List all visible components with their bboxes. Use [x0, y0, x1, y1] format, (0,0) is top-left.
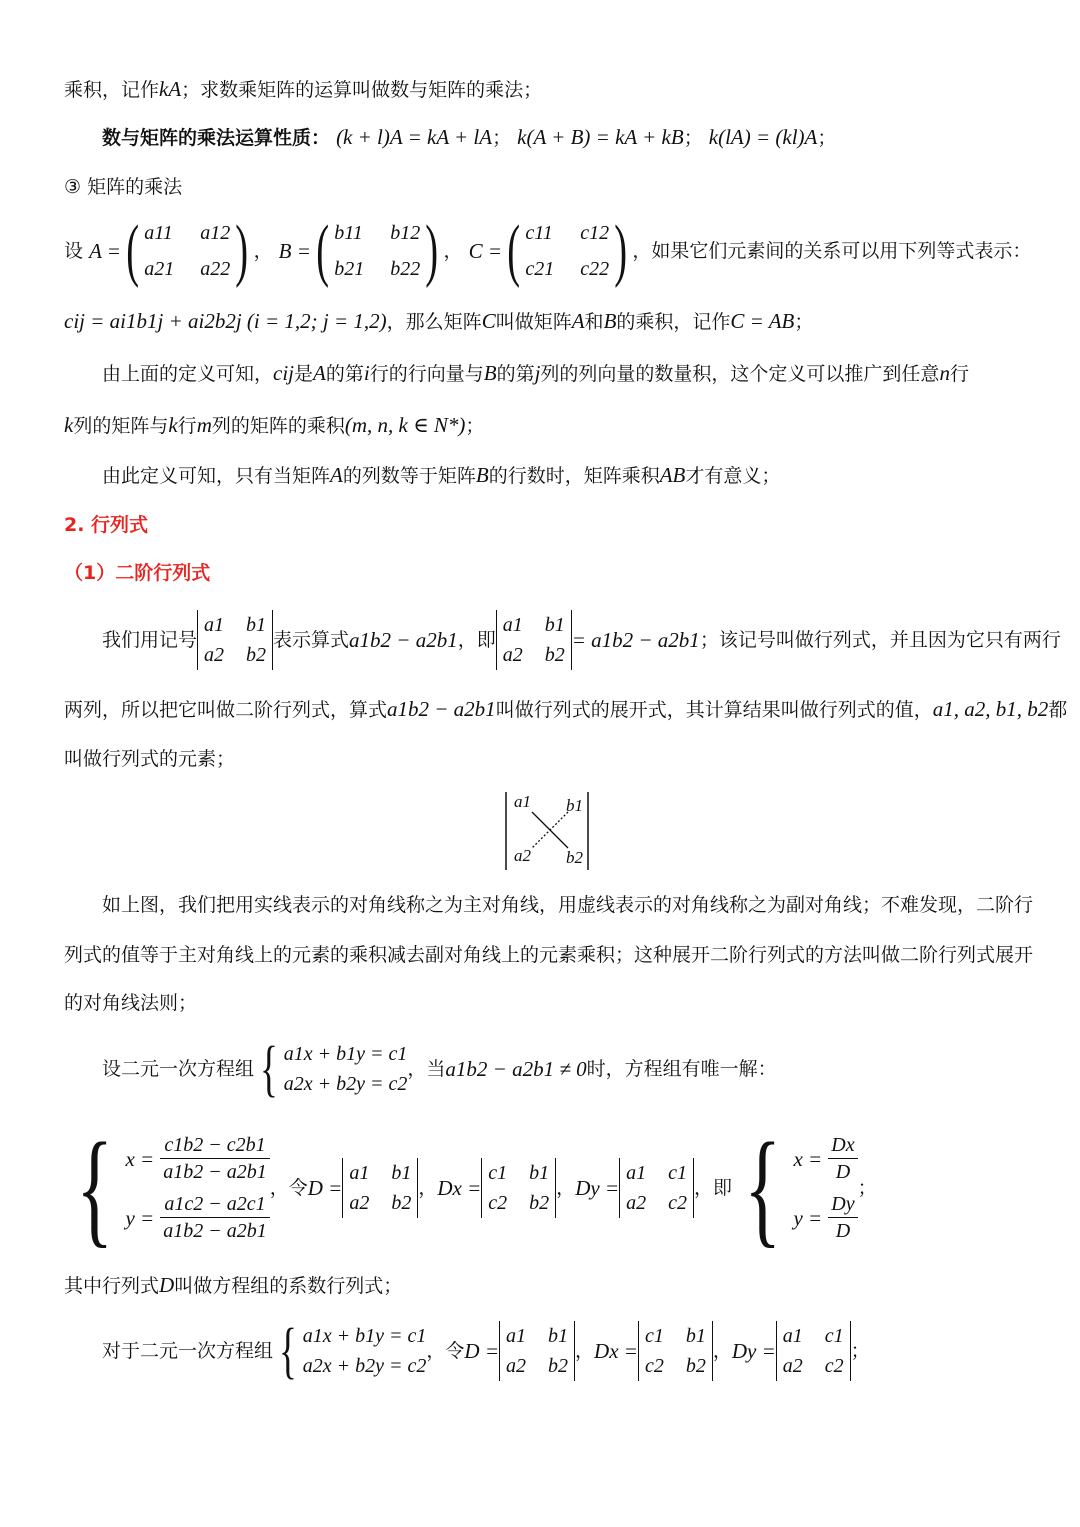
math: x = — [125, 1146, 155, 1171]
text: 叫做方程组的系数行列式； — [174, 1275, 403, 1297]
det-cell: b1 — [529, 1162, 550, 1184]
paragraph-system-dets — [102, 1318, 870, 1384]
math-kA: kA — [159, 77, 182, 101]
left-paren: ( — [507, 212, 521, 289]
det-cell: b2 — [544, 644, 565, 666]
determinant-dx — [481, 1158, 556, 1218]
det-cell: a1 — [502, 614, 523, 636]
paragraph-determinant-notation — [102, 608, 1061, 672]
paragraph-properties — [102, 122, 836, 153]
matrix-cell: c22 — [580, 258, 610, 280]
math: y = — [793, 1205, 823, 1230]
math: a1, a2, b1, b2 — [932, 697, 1049, 721]
text: 两列，所以把它叫做二阶行列式，算式 — [64, 699, 388, 721]
separator: ； — [492, 127, 512, 149]
text: 表示算式 — [273, 629, 350, 651]
text: 由上面的定义可知， — [102, 363, 274, 385]
det-cell: c2 — [824, 1355, 844, 1377]
matrix-a — [144, 218, 230, 284]
product-formula: cij = ai1b1j + ai2b2j (i = 1,2; j = 1,2) — [64, 309, 387, 333]
math: j — [534, 361, 541, 385]
paragraph-matrix-definitions — [64, 212, 1032, 289]
determinant-d — [342, 1158, 418, 1218]
text: 叫做矩阵 — [495, 311, 572, 333]
text: ； — [850, 1340, 870, 1362]
matrix-cell: b21 — [334, 258, 365, 280]
det-cell: b2 — [529, 1192, 550, 1214]
cramer-x — [793, 1132, 857, 1185]
cramer-system — [793, 1132, 857, 1244]
det-cell: c1 — [824, 1325, 844, 1347]
paragraph-linear-system — [102, 1036, 777, 1102]
text: 的行数时，矩阵乘积 — [488, 465, 660, 487]
math: i — [363, 361, 370, 385]
det-cell: c1 — [668, 1162, 687, 1184]
math: Dx = — [594, 1339, 638, 1363]
text: 行 — [949, 363, 969, 385]
formula: k(A + B) = kA + kB — [517, 125, 684, 149]
formula: (k + l)A = kA + lA — [336, 125, 493, 149]
matrix-cell: c11 — [525, 222, 553, 244]
left-paren: ( — [126, 212, 140, 289]
matrix-cell: a22 — [200, 258, 231, 280]
equation-system — [303, 1321, 427, 1381]
text: ，如果它们元素间的关系可以用下列等式表示： — [632, 240, 1032, 262]
numerator: Dx — [828, 1132, 857, 1159]
math: D = — [464, 1339, 500, 1363]
math: a1b2 − a2b1 — [387, 697, 496, 721]
text: 是 — [294, 363, 314, 385]
right-paren: ) — [425, 212, 439, 289]
separator: ； — [683, 127, 703, 149]
diagram-b1: b1 — [566, 796, 583, 815]
solution-y — [125, 1191, 269, 1244]
separator: ， — [575, 1340, 595, 1362]
separator: ， — [418, 1177, 438, 1199]
formula: k(lA) = (kl)A — [708, 125, 818, 149]
paragraph-product-definition — [64, 306, 813, 337]
math: a1b2 − a2b1 — [349, 628, 458, 652]
separator: ， — [253, 240, 273, 262]
text: 由此定义可知，只有当矩阵 — [102, 465, 331, 487]
math: AB — [659, 463, 686, 487]
right-paren: ) — [614, 212, 628, 289]
math: D — [159, 1273, 175, 1297]
math: n — [939, 361, 950, 385]
right-paren: ) — [235, 212, 249, 289]
text: 时，方程组有唯一解： — [586, 1058, 777, 1080]
properties-label: 数与矩阵的乘法运算性质： — [102, 127, 331, 149]
math: B — [483, 361, 497, 385]
solution-x — [125, 1132, 269, 1185]
text: 列的矩阵的乘积 — [211, 415, 345, 437]
math: D = — [307, 1176, 343, 1200]
diagram-a1: a1 — [514, 792, 531, 811]
text: 设 — [64, 240, 84, 262]
matrix-cell: a12 — [200, 222, 231, 244]
text: ；该记号叫做行列式，并且因为它只有两行 — [699, 629, 1061, 651]
text: 行 — [177, 415, 197, 437]
text: 的列数等于矩阵 — [342, 465, 476, 487]
text: 行的行向量与 — [369, 363, 484, 385]
equation: a1x + b1y = c1 — [302, 1325, 427, 1347]
math: A — [313, 361, 326, 385]
text: 才有意义； — [685, 465, 781, 487]
solution-system — [125, 1132, 269, 1244]
text: ； — [794, 311, 814, 333]
det-cell: c1 — [488, 1162, 508, 1184]
determinant-dx — [638, 1321, 713, 1381]
text: 列的矩阵与 — [73, 415, 169, 437]
text: 列的列向量的数量积，这个定义可以推广到任意 — [540, 363, 940, 385]
equation: a2x + b2y = c2 — [283, 1073, 408, 1095]
numerator: Dy — [828, 1191, 857, 1218]
math: Dy = — [731, 1339, 776, 1363]
fraction — [828, 1132, 857, 1185]
diagram-a2: a2 — [514, 846, 531, 865]
denominator: D — [835, 1161, 851, 1183]
left-brace: { — [259, 1035, 278, 1103]
paragraph-diagonal-explain: 如上图，我们把用实线表示的对角线称之为主对角线，用虚线表示的对角线称之为副对角线；不难发现，二阶行 — [102, 894, 1034, 916]
subsection-heading-second-order: （1）二阶行列式 — [64, 562, 211, 584]
det-cell: a2 — [349, 1192, 370, 1214]
det-cell: b2 — [685, 1355, 706, 1377]
det-cell: a1 — [204, 614, 225, 636]
matrix-c-lhs: C = — [468, 239, 502, 263]
math: C — [481, 309, 496, 333]
matrix-cell: b22 — [390, 258, 421, 280]
matrix-cell: a11 — [144, 222, 173, 244]
text: 叫做行列式的展开式，其计算结果叫做行列式的值， — [495, 699, 933, 721]
det-cell: a2 — [626, 1192, 647, 1214]
text: 的乘积，记作 — [616, 311, 731, 333]
matrix-c — [525, 218, 609, 284]
math: Dy = — [575, 1176, 620, 1200]
math: B — [475, 463, 489, 487]
matrix-cell: a21 — [144, 258, 175, 280]
denominator: a1b2 − a2b1 — [163, 1161, 267, 1183]
math: (m, n, k ∈ N*) — [344, 413, 466, 437]
math: Dx = — [437, 1176, 482, 1200]
equation-system — [284, 1039, 408, 1099]
determinant-dy — [619, 1158, 694, 1218]
matrix-a-lhs: A = — [89, 239, 121, 263]
text: ； — [465, 415, 485, 437]
determinant — [496, 610, 572, 670]
equation: a1x + b1y = c1 — [283, 1043, 408, 1065]
fraction — [828, 1191, 857, 1244]
math: B — [603, 309, 617, 333]
numerator: a1c2 − a2c1 — [160, 1191, 270, 1218]
text: ，令 — [426, 1340, 465, 1362]
det-cell: b1 — [246, 614, 267, 636]
paragraph-diagonal-explain-cont: 列式的值等于主对角线上的元素的乘积减去副对角线上的元素乘积；这种展开二阶行列式的方法叫做二阶行列式展开 — [64, 944, 1034, 966]
text: 对于二元一次方程组 — [102, 1340, 274, 1362]
paragraph-generalization — [102, 358, 969, 389]
paragraph-elements: 叫做行列式的元素； — [64, 748, 236, 770]
det-cell: a1 — [506, 1325, 527, 1347]
math: a1b2 − a2b1 ≠ 0 — [445, 1057, 587, 1081]
text: 的第 — [325, 363, 364, 385]
det-cell: b1 — [391, 1162, 412, 1184]
det-cell: c1 — [644, 1325, 664, 1347]
text: ，即 — [694, 1177, 733, 1199]
fraction — [160, 1191, 270, 1244]
det-cell: b2 — [548, 1355, 569, 1377]
matrix-b-lhs: B = — [278, 239, 311, 263]
diagonal-rule-diagram — [504, 790, 590, 872]
det-cell: b2 — [246, 644, 267, 666]
det-cell: a2 — [506, 1355, 527, 1377]
math: C = AB — [730, 309, 795, 333]
left-brace: { — [76, 1117, 114, 1259]
separator: ， — [443, 240, 463, 262]
left-brace: { — [744, 1117, 782, 1259]
det-cell: b1 — [685, 1325, 706, 1347]
math: = a1b2 − a2b1 — [571, 628, 700, 652]
determinant-dy — [776, 1321, 851, 1381]
paragraph-meaning — [102, 460, 780, 491]
det-cell: c2 — [668, 1192, 687, 1214]
separator: ； — [817, 127, 837, 149]
text: 我们用记号 — [102, 629, 198, 651]
text: 和 — [584, 311, 604, 333]
text: 设二元一次方程组 — [102, 1058, 255, 1080]
det-cell: c2 — [644, 1355, 664, 1377]
separator: ， — [712, 1340, 732, 1362]
det-cell: a1 — [782, 1325, 803, 1347]
subsection-matrix-multiplication: ③ 矩阵的乘法 — [64, 176, 183, 198]
math: k — [64, 413, 74, 437]
det-cell: b2 — [391, 1192, 412, 1214]
text: ，当 — [407, 1058, 446, 1080]
text: 的第 — [496, 363, 535, 385]
paragraph-expansion — [64, 694, 1067, 725]
diagram-b2: b2 — [566, 848, 583, 867]
text: 其中行列式 — [64, 1275, 160, 1297]
cramer-y — [793, 1191, 857, 1244]
math: A — [571, 309, 585, 333]
text: ，那么矩阵 — [386, 311, 482, 333]
text: ，令 — [269, 1177, 308, 1199]
text: ，即 — [457, 629, 496, 651]
det-cell: a2 — [782, 1355, 803, 1377]
fraction — [160, 1132, 270, 1185]
determinant — [197, 610, 273, 670]
math: A — [330, 463, 343, 487]
text: ；求数乘矩阵的运算叫做数与矩阵的乘法； — [181, 79, 543, 101]
det-cell: a2 — [502, 644, 523, 666]
det-cell: a1 — [626, 1162, 647, 1184]
det-cell: b1 — [548, 1325, 569, 1347]
matrix-b — [334, 218, 420, 284]
math: m — [196, 413, 212, 437]
equation: a2x + b2y = c2 — [302, 1355, 427, 1377]
det-cell: c2 — [488, 1192, 508, 1214]
denominator: D — [835, 1220, 851, 1242]
math: k — [168, 413, 178, 437]
paragraph-diagonal-rule: 的对角线法则； — [64, 992, 198, 1014]
paragraph-scalar-multiplication — [64, 74, 542, 105]
numerator: c1b2 − c2b1 — [160, 1132, 270, 1159]
left-paren: ( — [316, 212, 329, 289]
section-heading-determinant: 2. 行列式 — [64, 514, 149, 536]
paragraph-cramer-solution — [64, 1117, 877, 1259]
paragraph-generalization-cont — [64, 410, 484, 441]
determinant-d — [499, 1321, 575, 1381]
matrix-cell: c12 — [580, 222, 610, 244]
math: x = — [793, 1146, 823, 1171]
det-cell: a1 — [349, 1162, 370, 1184]
math: cij — [273, 361, 295, 385]
text: 都 — [1048, 699, 1068, 721]
det-cell: b1 — [544, 614, 565, 636]
left-brace: { — [278, 1317, 297, 1385]
det-cell: a2 — [204, 644, 225, 666]
separator: ， — [556, 1177, 576, 1199]
matrix-cell: c21 — [525, 258, 555, 280]
matrix-cell: b12 — [390, 222, 421, 244]
text: ； — [857, 1177, 877, 1199]
denominator: a1b2 − a2b1 — [163, 1220, 267, 1242]
matrix-cell: b11 — [334, 222, 363, 244]
paragraph-coefficient-det — [64, 1270, 402, 1301]
text: 乘积，记作 — [64, 79, 160, 101]
math: y = — [125, 1205, 155, 1230]
